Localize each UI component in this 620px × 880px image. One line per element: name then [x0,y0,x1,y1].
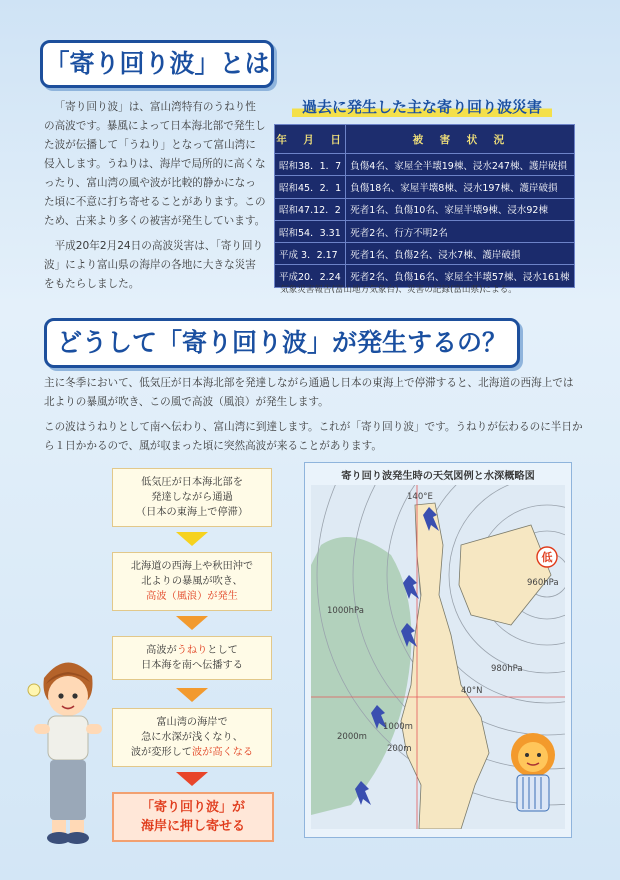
boy-illustration [24,648,110,848]
flow-step-4-line-2: 急に水深が浅くなり、 [141,732,243,743]
table-source-note: 気象災害報告(富山地方気象台)、災害の記録(富山県)による。 [280,285,517,295]
flow-step-4-line-3 [113,745,271,760]
table-cell-date: 昭和38．1．7 [275,154,346,176]
isobar-960-label: 960hPa [527,578,559,588]
intro-paragraph-1: 「寄り回り波」は、富山湾特有のうねり性の高波です。暴風によって日本海北部で発生した波が伝播して「うねり」となって富山湾に侵入します。うねりは、海岸で局所的に高くなったり、富山湾の風や波が比較的静かになった頃に不意に打ち寄せることがあります。このため、古来より多くの被害が発生しています。 [44,101,266,227]
flow-step-3-line-2: 日本海を南へ伝播する [141,660,243,671]
isobar-980-label: 980hPa [491,664,523,674]
flow-step-2-line-2: 北よりの暴風が吹き、 [141,576,243,587]
weather-map [311,485,565,829]
table-cell-date: 昭和45．2．1 [275,176,346,198]
table-cell-date: 平成20．2.24 [275,265,346,287]
history-table-title: 過去に発生した主な寄り回り波災害 [292,96,552,117]
table-header-row [275,125,575,154]
explanation-paragraph-1: 主に冬季において、低気圧が日本海北部を発達しながら通過し日本の東海上で停滞すると、北海道の西海上では北よりの暴風が吹き、この風で高波（風浪）が発生します。 [44,377,574,408]
flow-step-3-text-a: 高波が [146,645,177,656]
table-cell-damage: 死者1名、負傷2名、浸水7棟、護岸破損 [346,243,574,265]
weather-map-panel [304,462,572,838]
section-title-what-is: 「寄り回り波」とは [40,40,274,88]
low-label: 低 [541,551,553,564]
flow-arrow-3 [176,688,208,702]
column-header-date: 年 月 日 [275,125,346,154]
table-cell-date: 平成 3．2.17 [275,243,346,265]
table-row [275,198,575,220]
depth-1000-label: 1000m [383,722,413,732]
flow-step-2-line-1: 北海道の西海上や秋田沖で [130,561,254,572]
flow-step-5-line-1: 「寄り回り波」が [140,800,245,815]
isobar-1000-label: 1000hPa [327,606,364,616]
flow-step-4 [112,708,272,767]
flow-step-1-line-1: 低気圧が日本海北部を [141,477,243,488]
table-row [275,220,575,242]
table-cell-damage: 死者2名、負傷16名、家屋全半壊57棟、浸水161棟 [346,265,574,287]
history-table [274,124,575,288]
flow-step-3-highlight: うねり [176,645,208,656]
map-title: 寄り回り波発生時の天気図例と水深概略図 [341,471,535,482]
flow-step-5 [112,792,274,842]
flow-step-2 [112,552,272,611]
longitude-label: 140°E [407,492,433,502]
table-cell-damage: 死者2名、行方不明2名 [346,220,574,242]
flow-arrow-4 [176,772,208,786]
explanation-paragraph-2: この波はうねりとして南へ伝わり、富山湾に到達します。これが「寄り回り波」です。うねりが伝わるのに半日から１日かかるので、風が収まった頃に突然高波が来ることがあります。 [44,421,583,452]
flow-step-2-highlight: 高波（風浪）が発生 [146,591,238,602]
intro-paragraph-2: 平成20年2月24日の高波災害は、「寄り回り波」により富山県の海岸の各地に大きな災害をもたらしました。 [44,240,264,290]
depth-200-label: 200m [387,744,412,754]
table-cell-date: 昭和47.12．2 [275,198,346,220]
table-row [275,154,575,176]
flow-step-1 [112,468,272,527]
flow-arrow-2 [176,616,208,630]
flow-step-3 [112,636,272,680]
flow-step-3-line-1 [113,643,271,658]
table-cell-damage: 負傷4名、家屋全半壊19棟、浸水247棟、護岸破損 [346,154,574,176]
depth-2000-label: 2000m [337,732,367,742]
intro-text [44,98,266,300]
flow-step-1-line-2: 発達しながら通過 [151,492,233,503]
section-title-why: どうして「寄り回り波」が発生するの？ [44,318,520,368]
table-row [275,243,575,265]
flow-step-3-text-b: として [207,645,238,656]
table-cell-damage: 死者1名、負傷10名、家屋半壊9棟、浸水92棟 [346,198,574,220]
column-header-damage: 被 害 状 況 [346,125,574,154]
table-cell-date: 昭和54．3.31 [275,220,346,242]
explanation-text [44,374,584,462]
latitude-label: 40°N [461,686,483,696]
flow-step-5-line-2: 海岸に押し寄せる [140,819,245,834]
flow-step-4-line-1: 富山湾の海岸で [156,717,228,728]
table-row [275,176,575,198]
table-cell-damage: 負傷18名、家屋半壊8棟、浸水197棟、護岸破損 [346,176,574,198]
flow-step-4-text: 波が変形して [130,747,192,758]
flow-step-1-line-3: （日本の東海上で停滞） [135,507,249,518]
flow-arrow-1 [176,532,208,546]
flow-step-4-highlight: 波が高くなる [192,747,254,758]
